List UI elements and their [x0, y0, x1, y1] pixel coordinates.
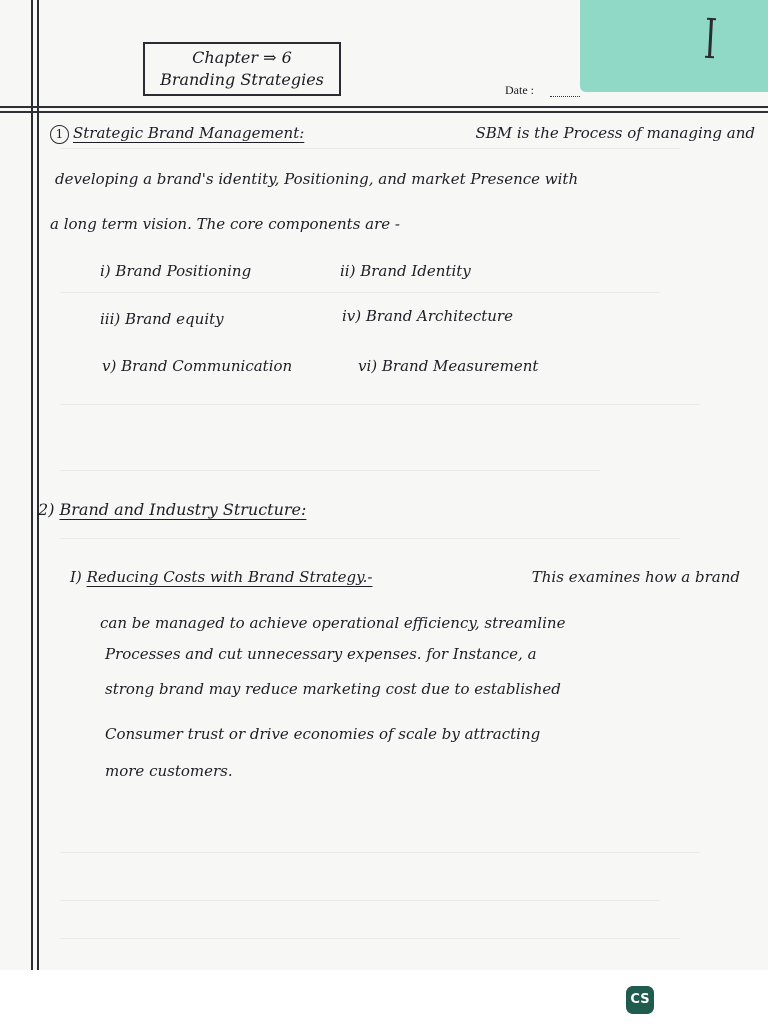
camscanner-logo-icon: CS	[626, 986, 654, 1014]
date-field	[550, 96, 580, 97]
component-item: iii) Brand equity	[100, 310, 224, 328]
section2-body-line: more customers.	[105, 762, 233, 780]
chapter-box	[143, 42, 341, 96]
chapter-number: Chapter ⇒ 6	[192, 48, 292, 67]
section1-line1	[50, 124, 755, 144]
section2-sub-line1	[70, 568, 740, 586]
header-rule-bottom	[0, 111, 768, 113]
header-rule-top	[0, 106, 768, 108]
sub-number: I)	[70, 568, 82, 586]
date-label: Date :	[505, 83, 534, 97]
section2-body-line: can be managed to achieve operational efficiency, streamline	[100, 614, 566, 632]
section1-line3: a long term vision. The core components are -	[50, 215, 400, 233]
component-item: v) Brand Communication	[102, 357, 293, 375]
section1-line1-text: SBM is the Process of managing and	[475, 124, 755, 142]
section2-body-line: Consumer trust or drive economies of scale by attracting	[105, 725, 541, 743]
section1-line2: developing a brand's identity, Positioning, and market Presence with	[55, 170, 579, 188]
sticky-note	[580, 0, 768, 92]
section2-body-line: Processes and cut unnecessary expenses. for Instance, a	[105, 645, 537, 663]
section2-number: 2	[38, 500, 49, 519]
section1-heading: Strategic Brand Management:	[73, 124, 305, 142]
section1-heading-wrap	[50, 124, 304, 144]
component-item: vi) Brand Measurement	[358, 357, 539, 375]
sub-heading-wrap	[70, 568, 372, 586]
section1-number: 1	[50, 125, 69, 144]
section2-body-line: strong brand may reduce marketing cost due to established	[105, 680, 561, 698]
chapter-title: Branding Strategies	[160, 70, 324, 89]
sub-line1-text: This examines how a brand	[531, 568, 740, 586]
component-item: ii) Brand Identity	[340, 262, 471, 280]
margin-line-left	[31, 0, 33, 970]
sub-heading: Reducing Costs with Brand Strategy.-	[86, 568, 373, 586]
margin-line-right	[37, 0, 39, 970]
component-item: iv) Brand Architecture	[342, 307, 513, 325]
component-item: i) Brand Positioning	[100, 262, 252, 280]
section2-heading-line: 2) Brand and Industry Structure:	[38, 500, 307, 519]
section2-heading: Brand and Industry Structure:	[59, 500, 307, 519]
